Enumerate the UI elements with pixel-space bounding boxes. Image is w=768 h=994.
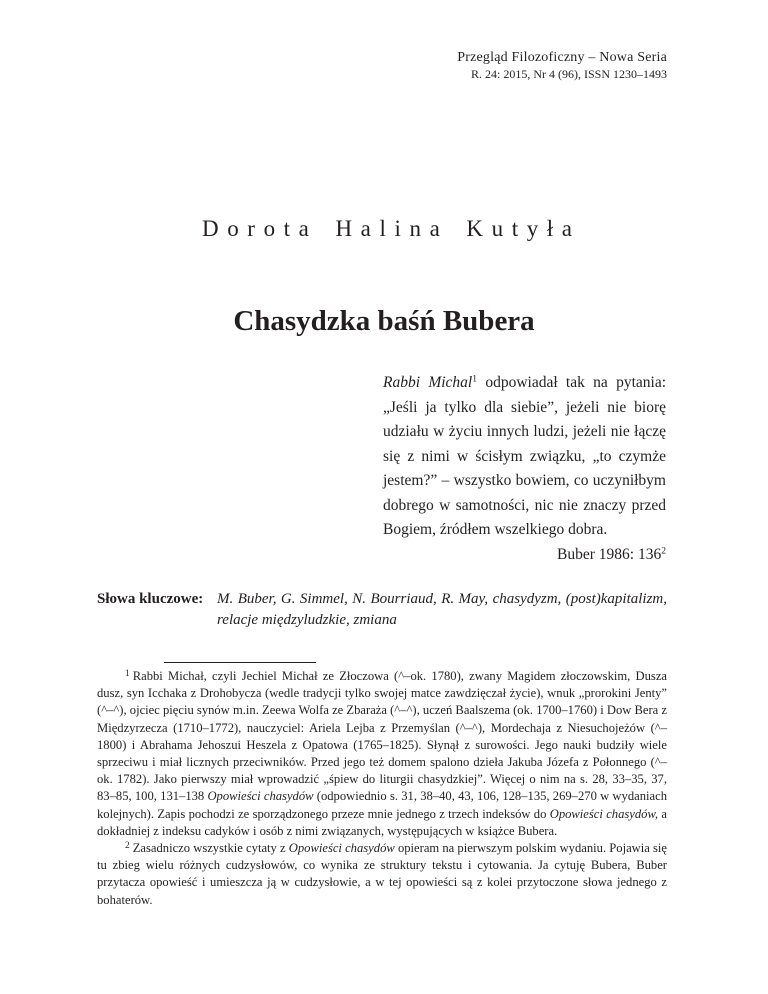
journal-issue: R. 24: 2015, Nr 4 (96), ISSN 1230–1493 [470, 67, 667, 81]
epigraph [383, 371, 666, 567]
author-name [202, 216, 581, 242]
footnote-ref-2[interactable]: 2 [661, 545, 666, 557]
footnote-separator [164, 662, 316, 663]
footnote-2: $^2$ Zasadniczo wszystkie cytaty z Opowieści chasydów opieram na pierwszym polskim wydaniu. Pojawia się tu zbieg wielu różnych cudzysłowów, co wynika ze struktury tekstu i cytowania. Ja cytuję Bubera, Buber przytacza opowieść i umieszcza ją w cudzysłowie, a w tej opowieści są z kolei przytoczone słowa jednego z bohaterów. [97, 841, 667, 907]
journal-header [457, 49, 667, 83]
epigraph-source: Buber 1986: $136^2$ [557, 545, 666, 563]
epigraph-name: Rabbi Michal [383, 374, 473, 391]
author-middle-name: Halina [335, 216, 449, 241]
keywords-list: M. Buber, G. Simmel, N. Bourriaud, R. May, chasydyzm, (post)kapitalizm, relacje międzyludzkie, zmiana [217, 591, 667, 628]
keywords [97, 589, 667, 631]
author-first-name: Dorota [202, 216, 318, 241]
epigraph-body: odpowiadał tak na pytania: „Jeśli ja tylko dla siebie”, jeżeli nie biorę udziału w życiu innych ludzi, jeżeli nie łączę się z nimi w ścisłym związku, „to czymże jestem?” – wszystko bowiem, co uczyniłbym dobrego w samotności, nic nie znaczy przed Bogiem, źródłem wszelkiego dobra. [383, 374, 667, 538]
footnote-1: $^1$ Rabbi Michał, czyli Jechiel Michał ze Złoczowa (^–ok. 1780), zwany Magidem złoczowskim, Dusza dusz, syn Icchaka z Drohobycza (wedle tradycji tylko swojej matce zawdzięczał życie), wnuk „prorokini Jenty” (^–^), ojciec pięciu synów m.in. Zeewa Wolfa ze Zbaraża (^–^), uczeń Baalszema (ok. 1700–1760) i Dow Bera z Międzyrzecza (1710–1772), nauczyciel: Ariela Lejba z Przemyślan (^–^), Mordechaja z Niesuchojeżów (^–1800) i Abrahama Jehoszui Heszela z Opatowa (1765–1825). Słynął z surowości. Jego nauki budziły wiele sprzeciwu i miał licznych przeciwników. Przed jego też domem spalono dzieła Jakuba Józefa z Połonnego (^–ok. 1782). Jako pierwszy miał wprowadzić „śpiew do liturgii chasydzkiej”. Więcej o nim na s. 28, 33–35, 37, 83–85, 100, 131–138 Opowieści chasydów (odpowiednio s. 31, 38–40, 43, 106, 128–135, 269–270 w wydaniach kolejnych). Zapis pochodzi ze sporządzonego przeze mnie jednego z trzech indeksów do Opowieści chasydów, a dokładniej z indeksu cadyków i osób z nimi związanych, występujących w książce Bubera. [97, 669, 668, 838]
journal-name: Przegląd Filozoficzny – Nowa Seria [457, 50, 667, 65]
epigraph-text [383, 371, 666, 543]
keywords-label: Słowa kluczowe: [97, 591, 204, 607]
article-title: Chasydzka baśń Bubera [233, 305, 535, 337]
footnote-ref-1[interactable]: 1 [472, 373, 478, 385]
footnotes [97, 668, 667, 909]
author-last-name: Kutyła [466, 216, 581, 241]
